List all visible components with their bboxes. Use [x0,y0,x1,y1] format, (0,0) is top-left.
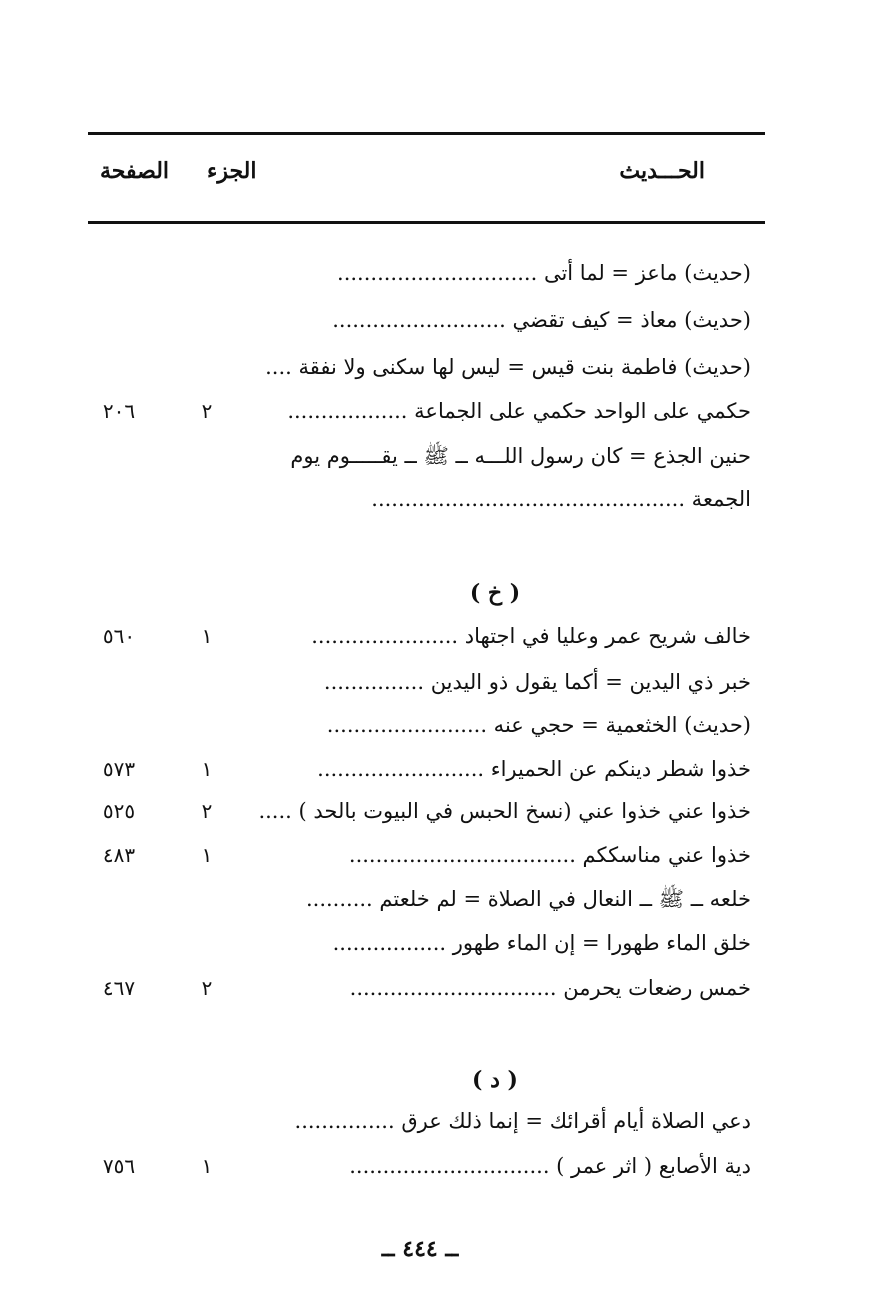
list-item [88,441,765,471]
entry-text: خالف شريح عمر وعليا في اجتهاد ...................... [311,624,751,648]
list-item [88,305,765,335]
entry-text: خذوا عني مناسككم .................................. [348,843,751,867]
entry-juz: ١ [201,757,213,781]
entry-juz: ١ [201,1154,213,1178]
entry-juz: ٢ [201,399,213,423]
entry-page: ٢٠٦ [102,399,136,423]
page-number: ــ ٤٤٤ ــ [381,1236,459,1262]
header-bottom-rule [88,221,765,224]
list-item [88,484,765,514]
header-page-label: الصفحة [100,158,170,184]
list-item [88,973,765,1003]
entry-text: (حديث) ماعز = لما أتى .............................. [337,261,751,285]
list-item [88,396,765,426]
section-heading-dal: ( د ) [472,1067,518,1093]
list-item [88,928,765,958]
entry-text: (حديث) فاطمة بنت قيس = ليس لها سكنى ولا نفقة .... [265,355,751,379]
entry-text: دية الأصابع ( اثر عمر ) .............................. [349,1154,751,1178]
list-item [88,352,765,382]
top-rule [88,132,765,135]
entry-juz: ٢ [201,976,213,1000]
list-item [88,1106,765,1136]
entry-text: دعي الصلاة أيام أقرائك = إنما ذلك عرق ............... [294,1109,751,1133]
header-hadith-label: الحـــديث [619,158,705,184]
entry-text: خلعه ــ ﷺ ــ النعال في الصلاة = لم خلعتم .......... [305,887,751,911]
entry-page: ٥٢٥ [102,799,136,823]
entry-text: حنين الجذع = كان رسول اللـــه ــ ﷺ ــ يقـــــوم يوم [290,444,751,468]
entry-text: حكمي على الواحد حكمي على الجماعة .................. [287,399,751,423]
entry-page: ٧٥٦ [102,1154,136,1178]
list-item [88,884,765,914]
entry-text: (حديث) معاذ = كيف تقضي .......................... [332,308,751,332]
entry-juz: ١ [201,843,213,867]
list-item [88,796,765,826]
entry-page: ٤٦٧ [102,976,136,1000]
list-item [88,754,765,784]
entry-text: (حديث) الخثعمية = حجي عنه ........................ [326,713,751,737]
entry-text: خبر ذي اليدين = أكما يقول ذو اليدين ............... [323,670,751,694]
list-item [88,621,765,651]
entry-text: خذوا شطر دينكم عن الحميراء ......................... [317,757,751,781]
list-item [88,258,765,288]
entry-page: ٤٨٣ [102,843,136,867]
entry-text: خذوا عني خذوا عني (نسخ الحبس في البيوت بالحد ) ..... [258,799,751,823]
header-juz-label: الجزء [207,158,257,184]
entry-text: خمس رضعات يحرمن ............................... [349,976,751,1000]
entry-juz: ٢ [201,799,213,823]
list-item [88,710,765,740]
entry-page: ٥٦٠ [102,624,136,648]
list-item [88,840,765,870]
entry-text: خلق الماء طهورا = إن الماء طهور ................. [332,931,751,955]
section-heading-kha: ( خ ) [469,580,521,606]
entry-page: ٥٧٣ [102,757,136,781]
entry-text: الجمعة ............................................... [371,487,751,511]
entry-juz: ١ [201,624,213,648]
list-item [88,1151,765,1181]
list-item [88,667,765,697]
